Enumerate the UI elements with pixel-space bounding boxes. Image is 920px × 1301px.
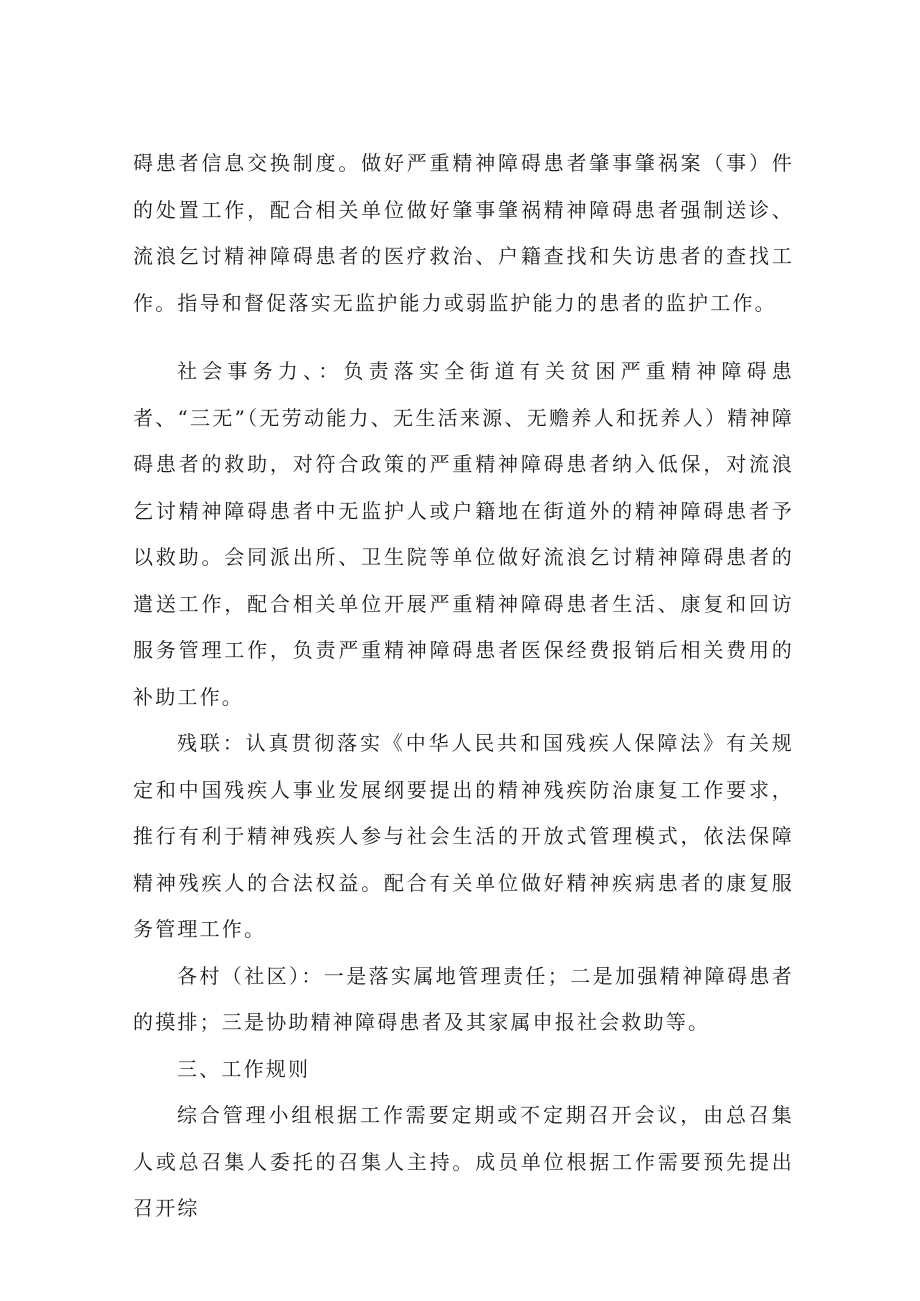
paragraph-work-rules: 综合管理小组根据工作需要定期或不定期召开会议，由总召集人或总召集人委托的召集人主持。成员单位根据工作需要预先提出召开综	[133, 1103, 794, 1220]
paragraph-social-affairs: 社会事务力、：负责落实全街道有关贫困严重精神障碍患者、“三无”（无劳动能力、无生活来源、无赡养人和抚养人）精神障碍患者的救助，对符合政策的严重精神障碍患者纳入低保，对流浪乞讨精神障碍患者中无监护人或户籍地在街道外的精神障碍患者予以救助。会同派出所、卫生院等单位做好流浪乞讨精神障碍患者的遣送工作，配合相关单位开展严重精神障碍患者生活、康复和回访服务管理工作，负责严重精神障碍患者医保经费报销后相关费用的补助工作。	[133, 359, 794, 709]
section-heading-work-rules: 三、工作规则	[177, 1056, 311, 1081]
paragraph-continued: 碍患者信息交换制度。做好严重精神障碍患者肇事肇祸案（事）件的处置工作，配合相关单位做好肇事肇祸精神障碍患者强制送诊、流浪乞讨精神障碍患者的医疗救治、户籍查找和失访患者的查找工作。指导和督促落实无监护能力或弱监护能力的患者的监护工作。	[133, 151, 794, 315]
paragraph-villages-communities: 各村（社区）：一是落实属地管理责任；二是加强精神障碍患者的摸排；三是协助精神障碍患者及其家属申报社会救助等。	[133, 963, 794, 1034]
paragraph-disabled-federation: 残联：认真贯彻落实《中华人民共和国残疾人保障法》有关规定和中国残疾人事业发展纲要提出的精神残疾防治康复工作要求，推行有利于精神残疾人参与社会生活的开放式管理模式，依法保障精神残疾人的合法权益。配合有关单位做好精神疾病患者的康复服务管理工作。	[133, 731, 794, 941]
document-body	[133, 140, 794, 1232]
